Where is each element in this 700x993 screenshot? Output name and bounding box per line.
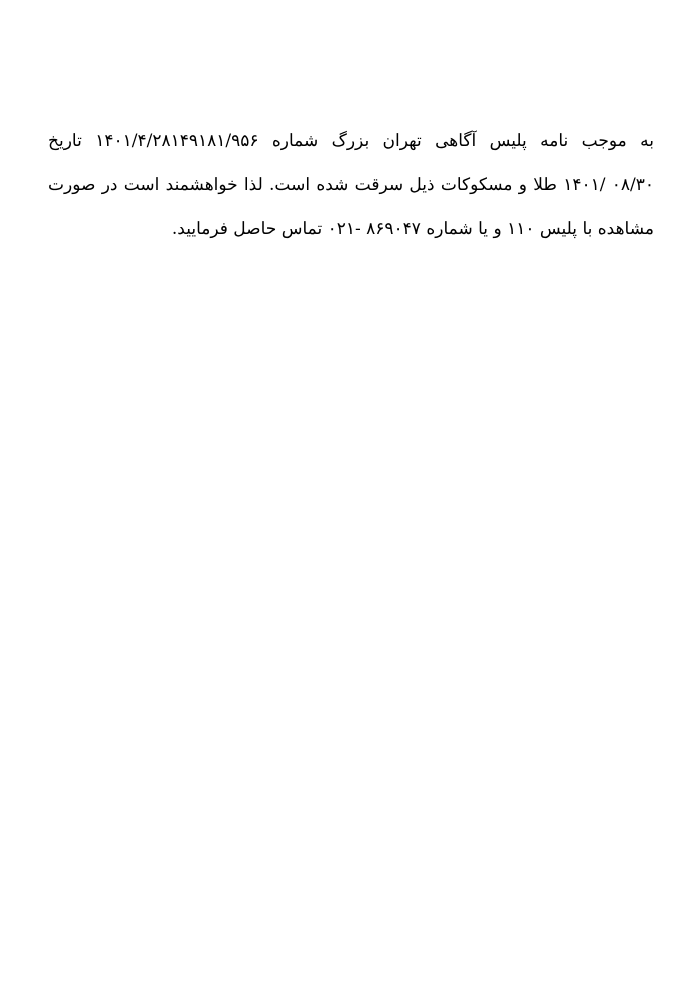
notice-line-2: ۰۸/۳۰ /۱۴۰۱ طلا و مسکوکات ذیل سرقت شده است. لذا خواهشمند است در صورت xyxy=(48,175,654,195)
theft-notice-paragraph xyxy=(48,124,654,256)
notice-line-1: به موجب نامه پلیس آگاهی تهران بزرگ شماره ۱۴۰۱/۴/۲۸۱۴۹۱۸۱/۹۵۶ تاریخ xyxy=(48,131,654,151)
notice-line-3: مشاهده با پلیس ۱۱۰ و یا شماره ۸۶۹۰۴۷ -۰۲۱ تماس حاصل فرمایید. xyxy=(171,219,654,239)
